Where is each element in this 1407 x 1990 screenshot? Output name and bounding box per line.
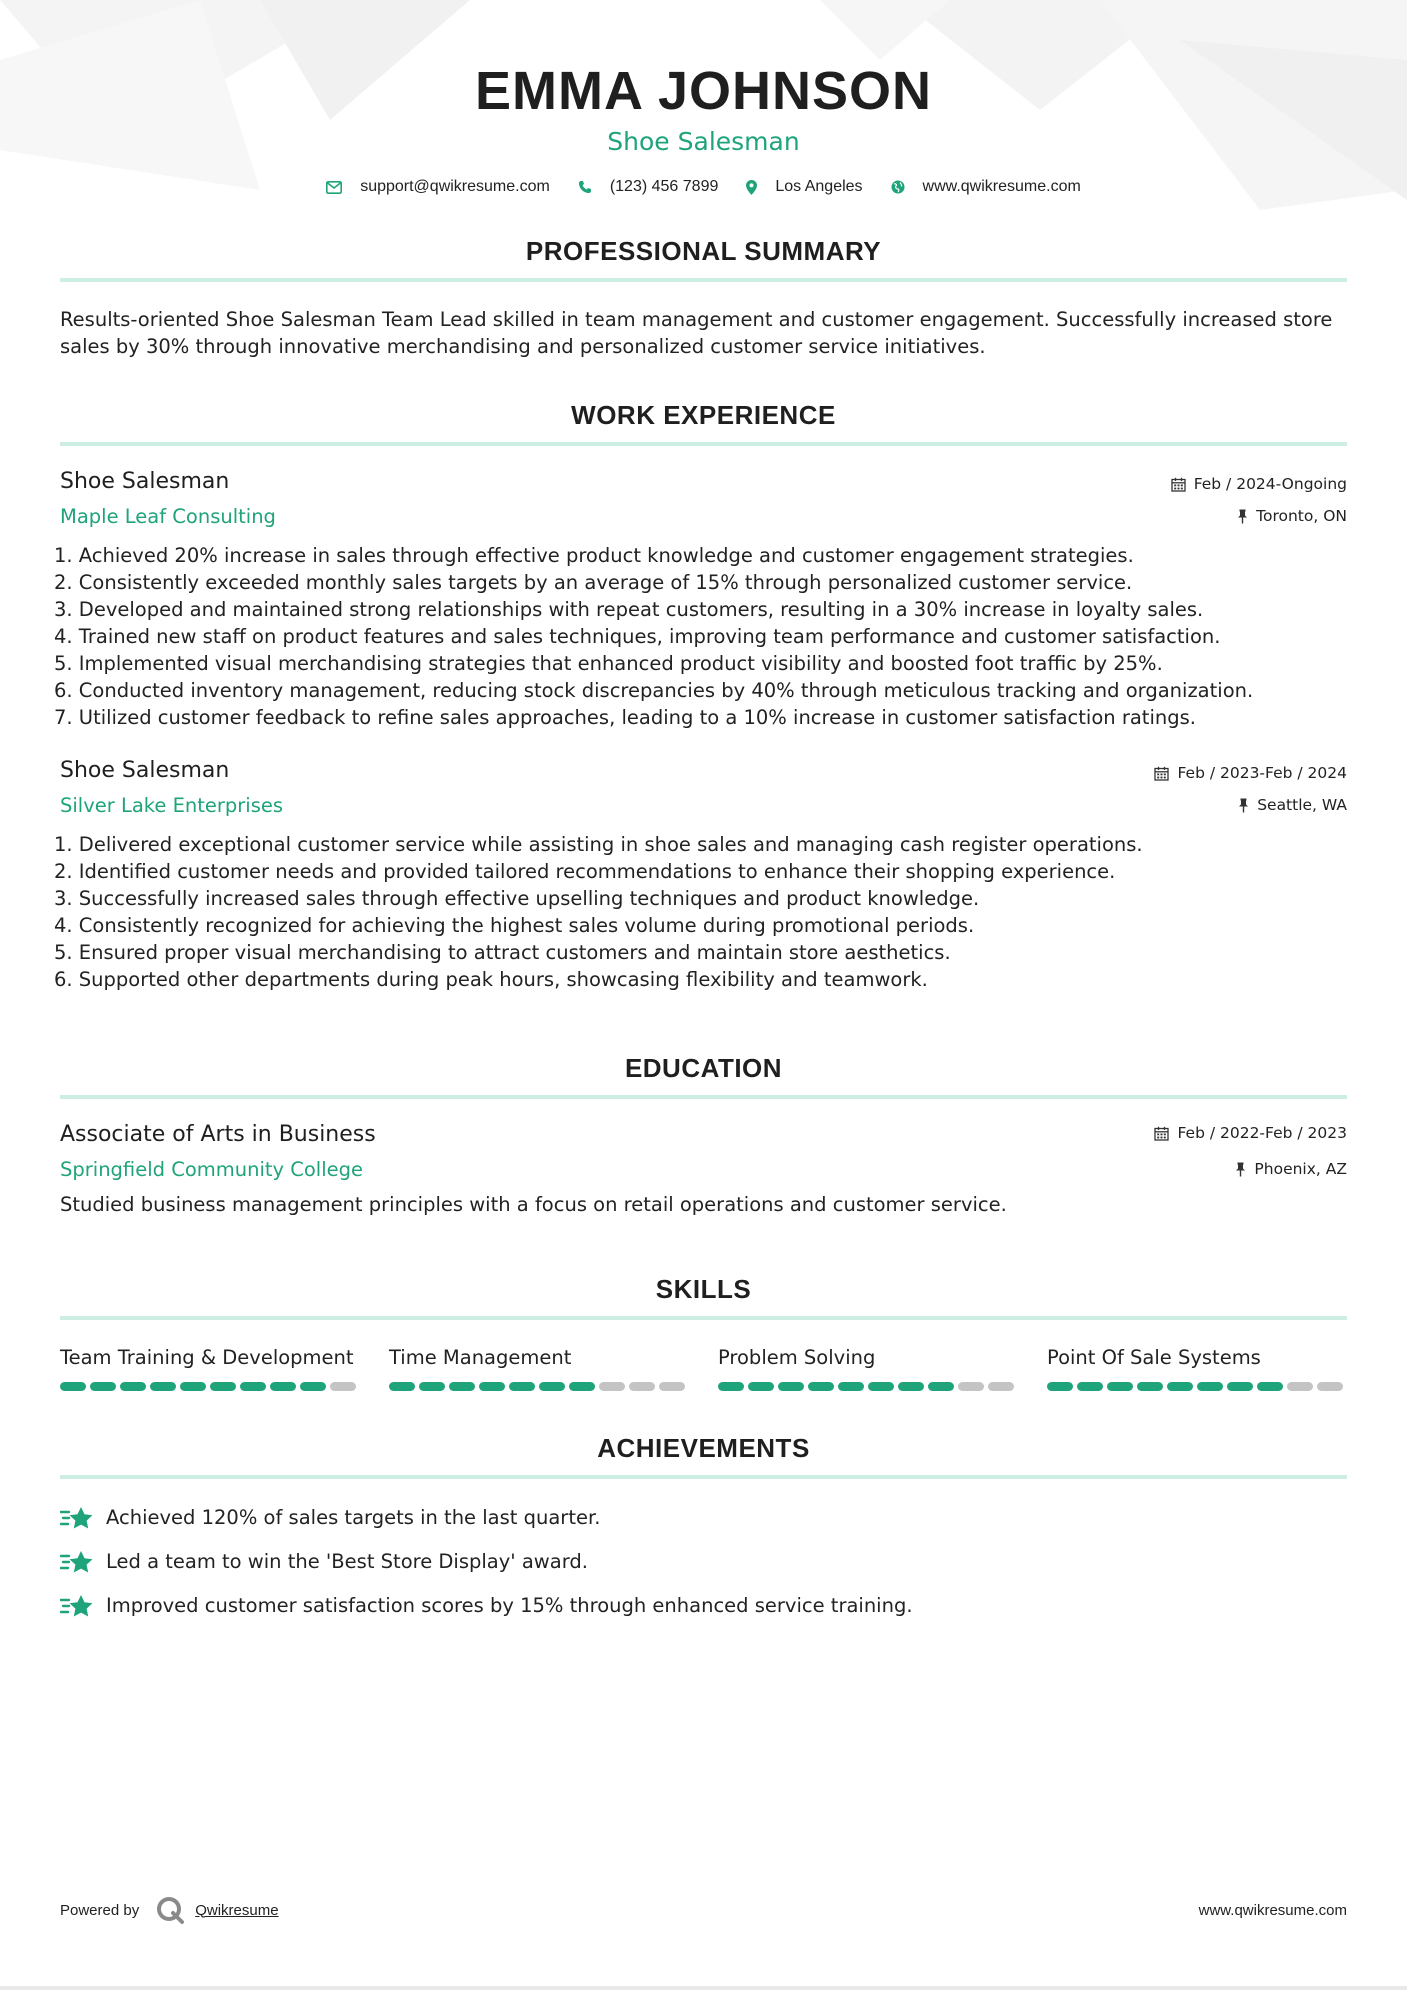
list-item: 1. Achieved 20% increase in sales through effective product knowledge and customer engagement strategies. [54, 544, 1134, 567]
skill-name: Problem Solving [718, 1346, 876, 1369]
education-dates [1154, 1123, 1347, 1143]
achievements-heading: ACHIEVEMENTS [597, 1433, 810, 1463]
job-location-text: Toronto, ON [1256, 507, 1347, 525]
skill-level-segment-filled [120, 1382, 146, 1391]
skill-level-segment-empty [599, 1382, 625, 1391]
star-icon [60, 1593, 94, 1619]
education-meta [1154, 1121, 1347, 1179]
education-entry [60, 1121, 1347, 1218]
job-role: Shoe Salesman [60, 758, 230, 783]
calendar-icon [1171, 477, 1186, 492]
contact-location-text: Los Angeles [775, 178, 863, 195]
education-left [60, 1121, 376, 1183]
job-location [1171, 506, 1347, 526]
achievements-list [60, 1503, 1347, 1621]
skill-level-segment-empty [1317, 1382, 1343, 1391]
page-bottom-band [0, 1986, 1407, 1990]
skill-level-segment-filled [150, 1382, 176, 1391]
list-item: 3. Successfully increased sales through effective upselling techniques and product knowledge. [54, 887, 980, 910]
job-location-text: Seattle, WA [1257, 796, 1347, 814]
achievements-rule [60, 1475, 1347, 1479]
skill-level-segment-filled [60, 1382, 86, 1391]
skill-level-bar [718, 1382, 1018, 1391]
contact-phone-text: (123) 456 7899 [609, 178, 719, 195]
list-item: 5. Ensured proper visual merchandising to attract customers and maintain store aesthetics. [54, 941, 951, 964]
qwikresume-link[interactable]: Qwikresume [195, 1901, 279, 1919]
skill-level-segment-filled [419, 1382, 445, 1391]
achievement-item [60, 1547, 1347, 1577]
skill-level-segment-filled [90, 1382, 116, 1391]
summary-text: Results-oriented Shoe Salesman Team Lead skilled in team management and customer engagement. Successfully increased store sales by 30% through innovative merchandising and personalized customer service initiatives. [60, 308, 1333, 358]
calendar-icon [1154, 1126, 1169, 1141]
skill-level-segment-filled [1077, 1382, 1103, 1391]
list-item: 6. Conducted inventory management, reducing stock discrepancies by 40% through meticulous tracking and organization. [54, 679, 1254, 702]
job-company: Silver Lake Enterprises [60, 794, 284, 817]
skills-rule [60, 1316, 1347, 1320]
education-school: Springfield Community College [60, 1158, 364, 1181]
job-meta [1171, 468, 1347, 526]
skill-item [1047, 1344, 1347, 1391]
skill-item [718, 1344, 1018, 1391]
contact-website[interactable] [891, 178, 1081, 196]
list-item: 7. Utilized customer feedback to refine sales approaches, leading to a 10% increase in customer satisfaction ratings. [54, 706, 1196, 729]
contact-location [746, 178, 862, 196]
pushpin-icon [1235, 1162, 1246, 1177]
skill-item [389, 1344, 689, 1391]
skill-level-segment-filled [389, 1382, 415, 1391]
skill-level-segment-filled [808, 1382, 834, 1391]
education-description: Studied business management principles with a focus on retail operations and customer service. [60, 1193, 1007, 1216]
skill-level-segment-filled [1107, 1382, 1133, 1391]
experience-heading: WORK EXPERIENCE [571, 400, 836, 430]
list-item: 4. Consistently recognized for achieving the highest sales volume during promotional periods. [54, 914, 975, 937]
pushpin-icon [1237, 509, 1248, 524]
page-footer [60, 1895, 1347, 1925]
qwikresume-logo-icon [155, 1895, 185, 1925]
education-dates-text: Feb / 2022-Feb / 2023 [1177, 1124, 1347, 1142]
skill-level-segment-filled [479, 1382, 505, 1391]
powered-by-label: Powered by [60, 1901, 140, 1919]
job-left [60, 757, 283, 819]
skill-item [60, 1344, 360, 1391]
education-rule [60, 1095, 1347, 1099]
list-item: 1. Delivered exceptional customer service while assisting in shoe sales and managing cash register operations. [54, 833, 1143, 856]
skill-level-segment-filled [748, 1382, 774, 1391]
experience-rule [60, 442, 1347, 446]
achievement-item [60, 1591, 1347, 1621]
achievements-section [60, 1431, 1347, 1621]
skill-level-segment-filled [1227, 1382, 1253, 1391]
footer-website[interactable]: www.qwikresume.com [1198, 1901, 1347, 1919]
contact-email-text: support@qwikresume.com [360, 178, 550, 195]
skill-level-segment-empty [629, 1382, 655, 1391]
star-icon [60, 1505, 94, 1531]
contact-phone[interactable] [578, 178, 719, 196]
job-bullets [54, 831, 1347, 993]
skill-level-segment-filled [1197, 1382, 1223, 1391]
skill-level-segment-filled [1257, 1382, 1283, 1391]
skill-level-segment-empty [659, 1382, 685, 1391]
skill-level-segment-filled [449, 1382, 475, 1391]
skill-level-segment-empty [958, 1382, 984, 1391]
skill-level-segment-empty [1287, 1382, 1313, 1391]
skill-name: Team Training & Development [60, 1346, 354, 1369]
skill-level-segment-filled [539, 1382, 565, 1391]
job-bullets [54, 542, 1347, 731]
job-dates [1154, 763, 1347, 783]
skill-level-segment-filled [270, 1382, 296, 1391]
job-company: Maple Leaf Consulting [60, 505, 276, 528]
contact-website-text: www.qwikresume.com [922, 178, 1081, 195]
skill-level-segment-filled [898, 1382, 924, 1391]
skill-level-segment-filled [300, 1382, 326, 1391]
job-header [60, 757, 1347, 819]
list-item: 4. Trained new staff on product features and sales techniques, improving team performance and customer satisfaction. [54, 625, 1221, 648]
skill-level-segment-filled [509, 1382, 535, 1391]
education-location [1154, 1159, 1347, 1179]
skill-level-segment-filled [928, 1382, 954, 1391]
star-icon [60, 1549, 94, 1575]
summary-section [60, 234, 1347, 360]
job-header [60, 468, 1347, 530]
achievement-item [60, 1503, 1347, 1533]
education-location-text: Phoenix, AZ [1254, 1160, 1347, 1178]
education-heading: EDUCATION [624, 1053, 783, 1083]
education-header [60, 1121, 1347, 1183]
skill-level-bar [60, 1382, 360, 1391]
list-item: 5. Implemented visual merchandising strategies that enhanced product visibility and boosted foot traffic by 25%. [54, 652, 1163, 675]
education-degree: Associate of Arts in Business [60, 1122, 376, 1147]
skill-level-segment-filled [868, 1382, 894, 1391]
envelope-icon [326, 181, 342, 194]
list-item: 3. Developed and maintained strong relationships with repeat customers, resulting in a 30% increase in loyalty sales. [54, 598, 1204, 621]
education-section [60, 1051, 1347, 1218]
candidate-title: Shoe Salesman [607, 127, 800, 156]
contact-row [60, 178, 1347, 196]
job-entry [54, 757, 1347, 993]
skill-level-segment-filled [569, 1382, 595, 1391]
skills-section [60, 1272, 1347, 1391]
skill-level-segment-filled [838, 1382, 864, 1391]
skill-level-segment-filled [1167, 1382, 1193, 1391]
phone-icon [578, 180, 592, 194]
powered-by [60, 1895, 279, 1925]
map-pin-icon [746, 180, 757, 195]
list-item: 2. Identified customer needs and provided tailored recommendations to enhance their shopping experience. [54, 860, 1116, 883]
skills-grid [60, 1344, 1347, 1391]
skill-name: Point Of Sale Systems [1047, 1346, 1261, 1369]
skill-name: Time Management [389, 1346, 572, 1369]
skill-level-segment-empty [988, 1382, 1014, 1391]
skills-heading: SKILLS [655, 1274, 752, 1304]
globe-icon [891, 180, 905, 194]
skill-level-segment-filled [210, 1382, 236, 1391]
achievement-text: Achieved 120% of sales targets in the last quarter. [106, 1506, 601, 1529]
list-item: 6. Supported other departments during peak hours, showcasing flexibility and teamwork. [54, 968, 928, 991]
job-dates [1171, 474, 1347, 494]
job-left [60, 468, 276, 530]
skill-level-segment-filled [180, 1382, 206, 1391]
pushpin-icon [1238, 798, 1249, 813]
candidate-name: EMMA JOHNSON [474, 61, 933, 121]
contact-email[interactable] [326, 178, 550, 196]
skill-level-segment-filled [778, 1382, 804, 1391]
job-meta [1154, 757, 1347, 815]
summary-rule [60, 278, 1347, 282]
job-location [1154, 795, 1347, 815]
skill-level-bar [1047, 1382, 1347, 1391]
achievement-text: Improved customer satisfaction scores by 15% through enhanced service training. [106, 1594, 913, 1617]
list-item: 2. Consistently exceeded monthly sales targets by an average of 15% through personalized customer service. [54, 571, 1133, 594]
job-dates-text: Feb / 2024-Ongoing [1193, 475, 1347, 493]
skill-level-segment-filled [240, 1382, 266, 1391]
job-dates-text: Feb / 2023-Feb / 2024 [1177, 764, 1347, 782]
summary-heading: PROFESSIONAL SUMMARY [525, 236, 882, 266]
skill-level-bar [389, 1382, 689, 1391]
experience-section [54, 398, 1347, 993]
skill-level-segment-filled [718, 1382, 744, 1391]
skill-level-segment-filled [1047, 1382, 1073, 1391]
resume-header [60, 0, 1347, 196]
skill-level-segment-filled [1137, 1382, 1163, 1391]
calendar-icon [1154, 766, 1169, 781]
job-entry [54, 468, 1347, 731]
job-role: Shoe Salesman [60, 469, 230, 494]
skill-level-segment-empty [330, 1382, 356, 1391]
achievement-text: Led a team to win the 'Best Store Display' award. [106, 1550, 588, 1573]
